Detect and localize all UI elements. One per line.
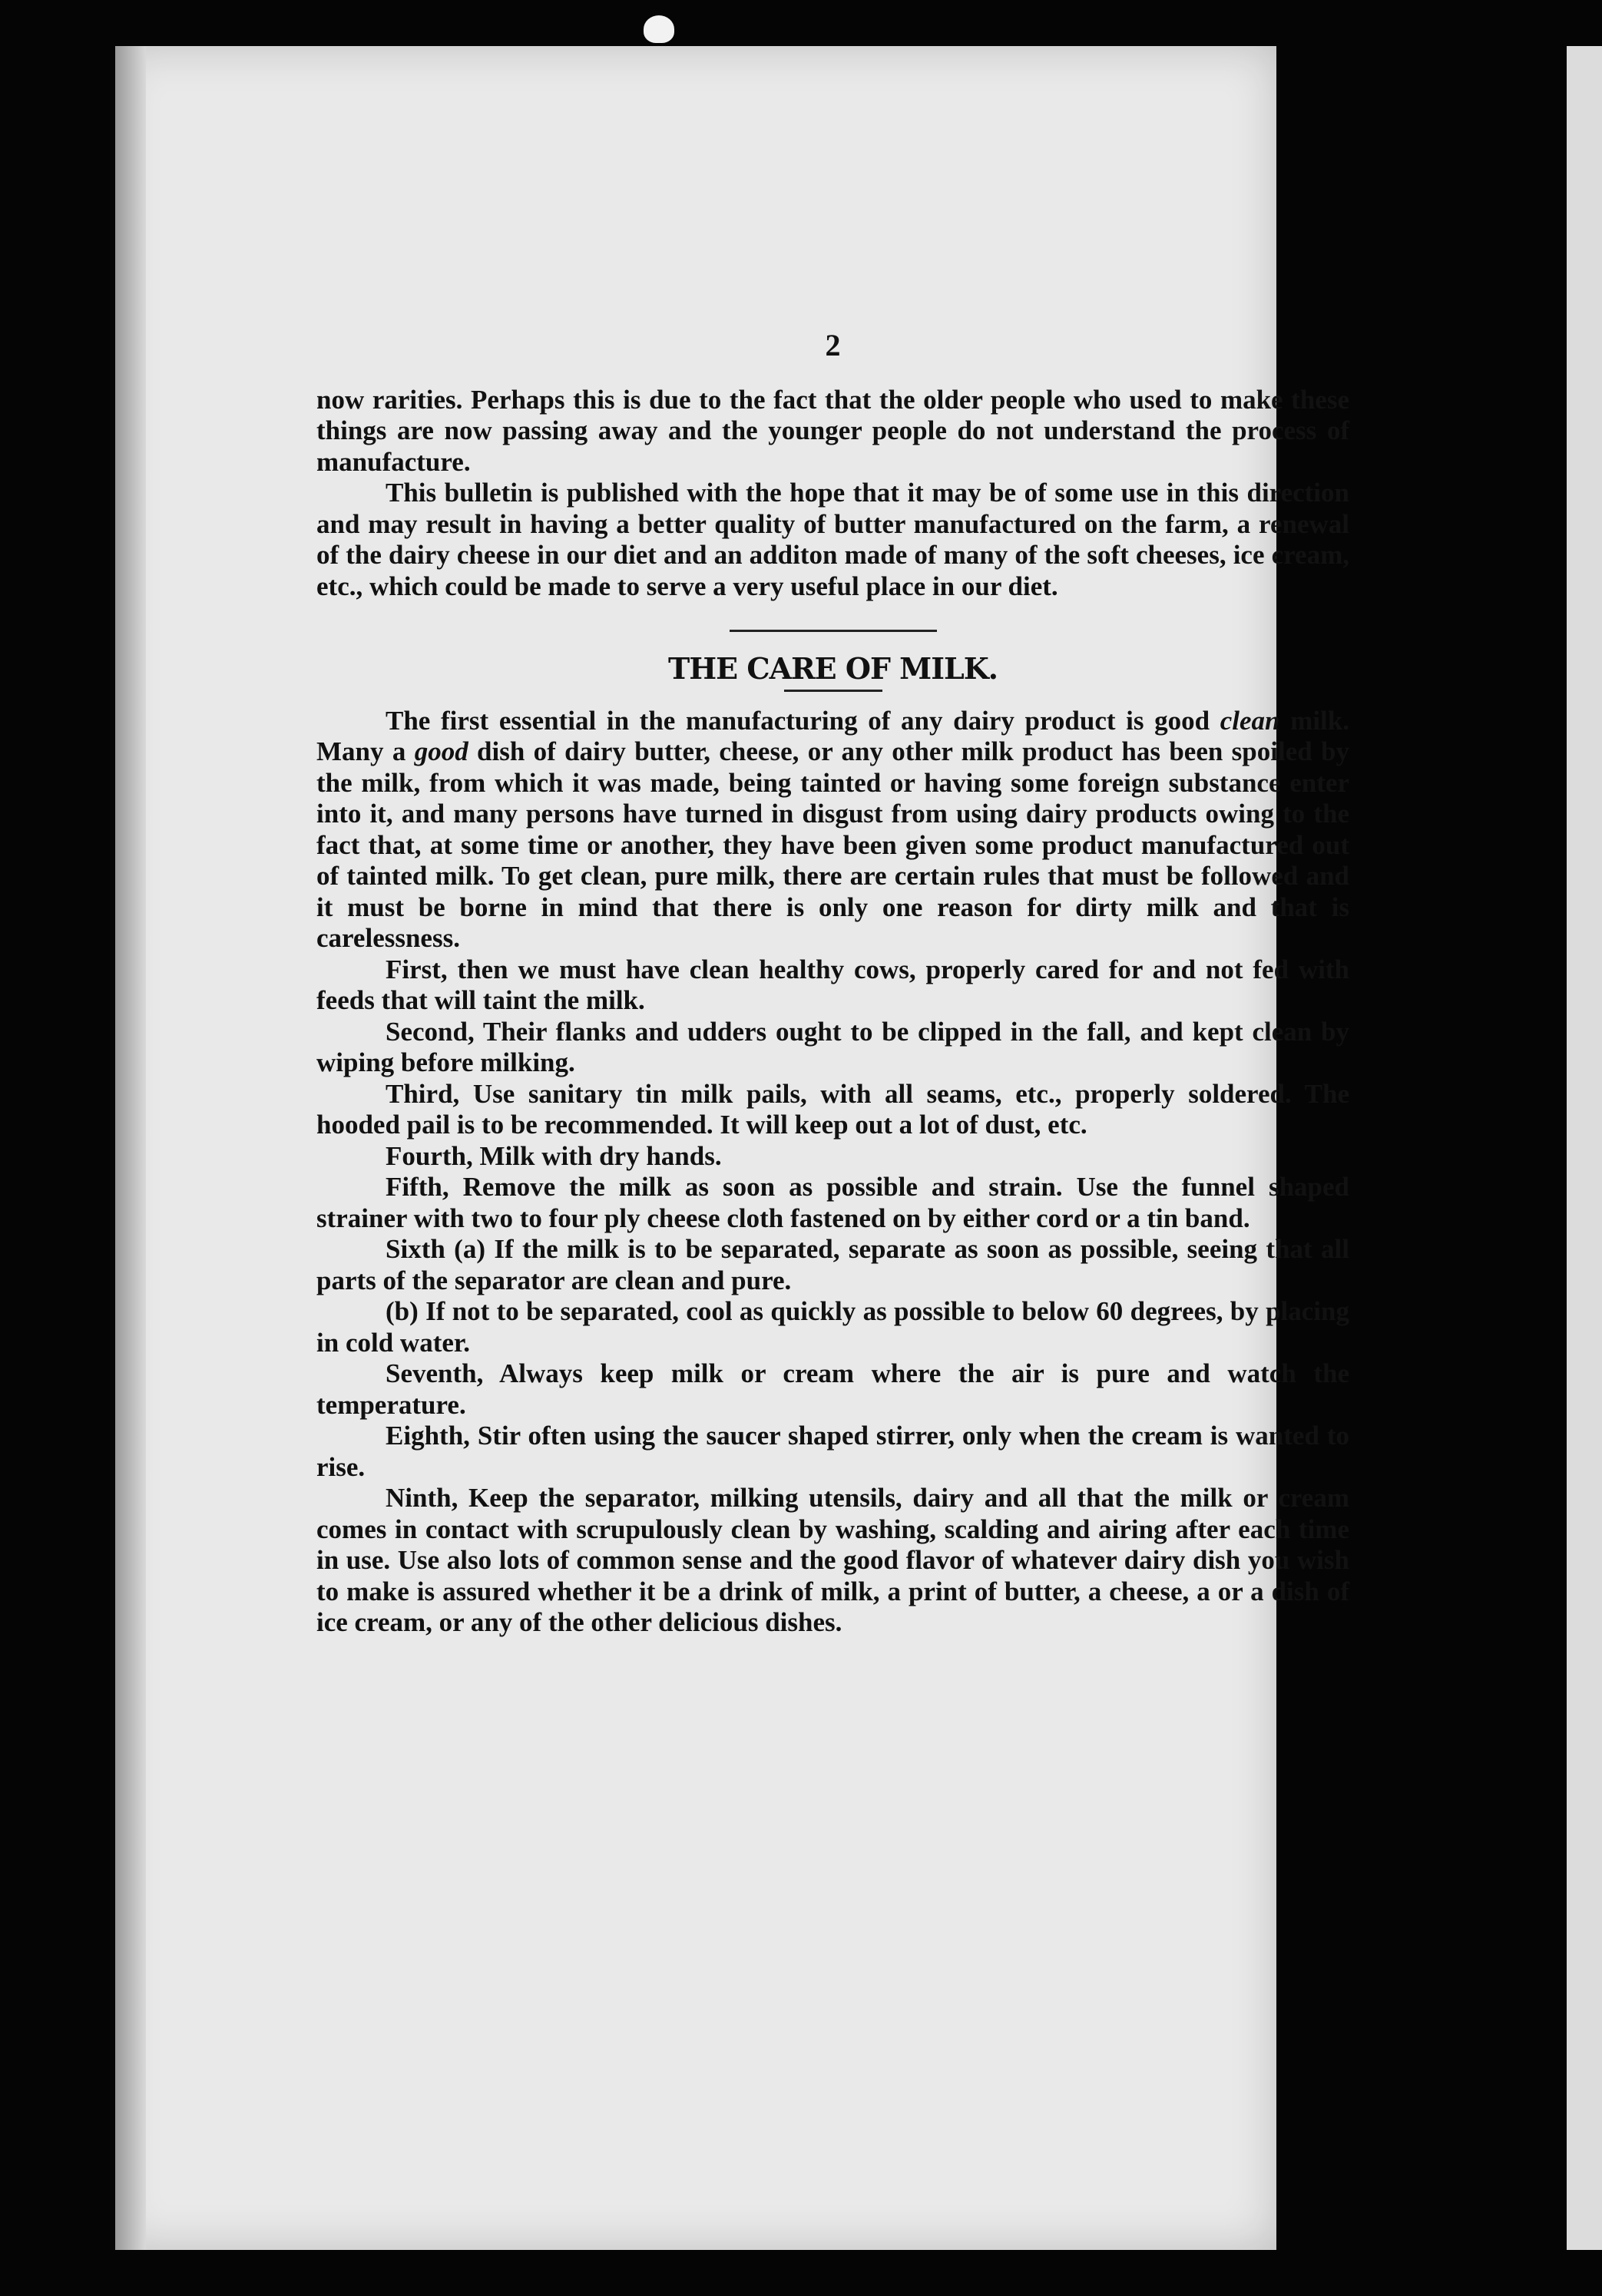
title-underline bbox=[784, 690, 882, 692]
first-paragraph bbox=[316, 706, 1349, 954]
first-paragraph-emphasis-clean: clean bbox=[1220, 705, 1280, 736]
rule-eighth: Eighth, Stir often using the saucer shaped stirrer, only when the cream is wanted to rise. bbox=[316, 1421, 1349, 1482]
scan-speck bbox=[644, 15, 674, 43]
rule-fifth: Fifth, Remove the milk as soon as possible and strain. Use the funnel shaped strainer with two to four ply cheese cloth fastened on by either cord or a tin band. bbox=[316, 1172, 1349, 1233]
first-paragraph-part-2: milk. Many a bbox=[316, 705, 1349, 766]
intro-paragraph-1: now rarities. Perhaps this is due to the fact that the older people who used to make these things are now passing away and the younger people do not understand the process of manufacture. bbox=[316, 384, 1349, 477]
rule-seventh: Seventh, Always keep milk or cream where the air is pure and watch the temperature. bbox=[316, 1358, 1349, 1420]
section-divider bbox=[730, 630, 937, 632]
adjacent-page-edge bbox=[1567, 46, 1602, 2250]
rule-ninth: Ninth, Keep the separator, milking utensils, dairy and all that the milk or cream comes in contact with scrupulously clean by washing, scalding and airing after each time in use. Use also lots of common sense and the good flavor of whatever dairy dish you wish to make is assured whether it be a drink of milk, a print of butter, a cheese, a or a dish of ice cream, or any of the other delicious dishes. bbox=[316, 1483, 1349, 1637]
rule-third: Third, Use sanitary tin milk pails, with all seams, etc., properly soldered. The hooded pail is to be recommended. It will keep out a lot of dust, etc. bbox=[316, 1078, 1349, 1140]
section-title: THE CARE OF MILK. bbox=[668, 651, 998, 686]
rule-second: Second, Their flanks and udders ought to be clipped in the fall, and kept clean by wiping before milking. bbox=[316, 1016, 1349, 1077]
page-number: 2 bbox=[825, 328, 841, 362]
intro-paragraph-2: This bulletin is published with the hope that it may be of some use in this direction and may result in having a better quality of butter manufactured on the farm, a renewal of the dairy cheese in our diet and an additon made of many of the soft cheeses, ice cream, etc., which could be made to serve a very useful place in our diet. bbox=[316, 478, 1349, 601]
rule-first: First, then we must have clean healthy cows, properly cared for and not fed with feeds that will taint the milk. bbox=[316, 954, 1349, 1015]
first-paragraph-emphasis-good: good bbox=[414, 736, 468, 766]
rule-sixth-b: (b) If not to be separated, cool as quickly as possible to below 60 degrees, by placing in cold water. bbox=[316, 1296, 1349, 1358]
first-paragraph-part-3: dish of dairy butter, cheese, or any other milk product has been spoiled by the milk, from which it was made, being tainted or having some foreign substance enter into it, and many persons have turned in disgust from using dairy products owing to the fact that, at some time or another, they have been given some product manufactured out of tainted milk. To get clean, pure milk, there are certain rules that must be followed and it must be borne in mind that there is only one reason for dirty milk and that is carelessness. bbox=[316, 736, 1350, 953]
page-binding-edge bbox=[115, 46, 146, 2250]
rule-sixth-a: Sixth (a) If the milk is to be separated, separate as soon as possible, seeing that all parts of the separator are clean and pure. bbox=[316, 1234, 1349, 1295]
first-paragraph-part-1: The first essential in the manufacturing of any dairy product is good bbox=[386, 705, 1220, 736]
page-text bbox=[316, 330, 1349, 1639]
rule-fourth: Fourth, Milk with dry hands. bbox=[386, 1140, 722, 1171]
